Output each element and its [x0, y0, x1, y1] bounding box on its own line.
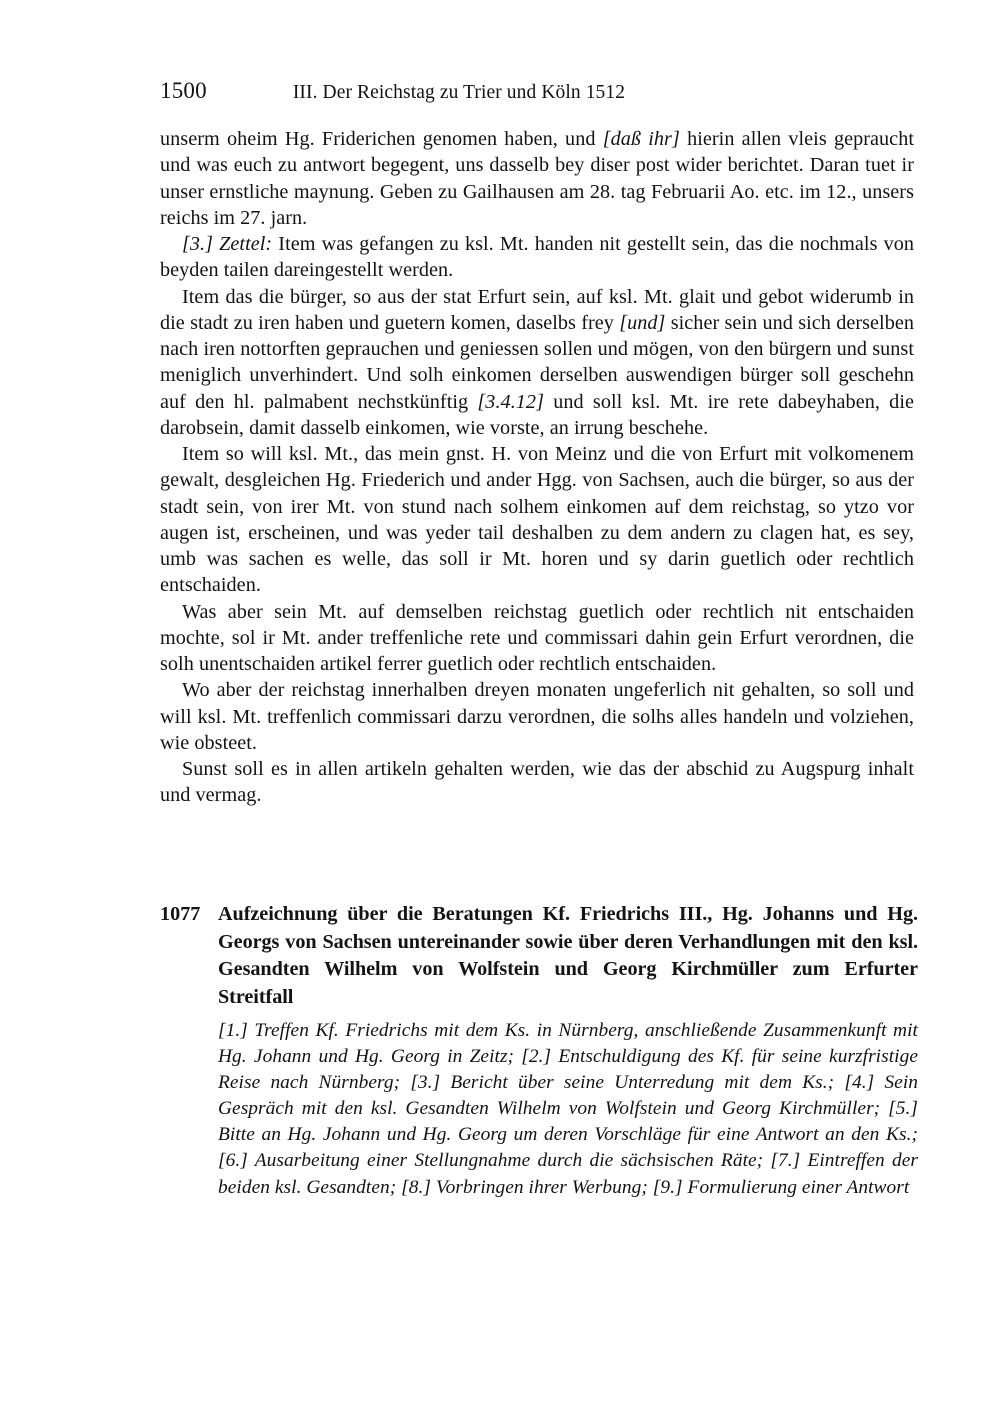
para-was-aber: Was aber sein Mt. auf demselben reichstag guetlich oder rechtlich nit entschaiden mochte, sol ir Mt. ander treffenliche rete und commissari dahin gein Erfurt verordnen, die solh unentschaiden artikel ferrer guetlich oder rechtlich entschaiden. — [160, 600, 914, 675]
page-number: 1500 — [160, 78, 207, 103]
para-unserm-oheim: unserm oheim Hg. Friderichen genomen haben, und [daß ihr] hierin allen vleis gepraucht und was euch zu antwort begegent, uns dasselb bey diser post wider berichtet. Daran tuet ir unser ernstliche maynung. Geben zu Gailhausen am 28. tag Februarii Ao. etc. im 12., unsers reichs im 27. jarn. — [160, 128, 914, 229]
entry-number: 1077 — [160, 903, 201, 925]
body-text-column — [160, 126, 914, 809]
entry-1077 — [160, 901, 918, 1011]
entry-title: Aufzeichnung über die Beratungen Kf. Friedrichs III., Hg. Johanns und Hg. Georgs von Sachsen untereinander sowie über deren Verhandlungen mit den ksl. Gesandten Wilhelm von Wolfstein und Georg Kirchmüller zum Erfurter Streitfall — [218, 903, 918, 1008]
para-item-burger: Item das die bürger, so aus der stat Erfurt sein, auf ksl. Mt. glait und gebot widerumb in die stadt zu iren haben und guetern komen, daselbs frey [und] sicher sein und sich derselben nach iren nottorften geprauchen und geniessen sollen und mögen, von den bürgern und sunst meniglich unverhindert. Und solh einkomen derselben auswendigen bürger soll geschehn auf den hl. palmabent nechstkünftig [3.4.12] und soll ksl. Mt. ire rete dabeyhaben, die darobsein, damit dasselb einkomen, wie vorste, an irrung beschehe. — [160, 285, 914, 439]
para-zettel: [3.] Zettel: Item was gefangen zu ksl. Mt. handen nit gestellt sein, das die nochmals von beyden tailen dareingestellt werden. — [160, 233, 914, 282]
running-head — [160, 78, 913, 104]
entry-heading — [160, 901, 918, 1011]
entry-summary — [218, 1018, 918, 1201]
para-item-so-will: Item so will ksl. Mt., das mein gnst. H. von Meinz und die von Erfurt mit volkomenem gewalt, desgleichen Hg. Friederich und ander Hgg. von Sachsen, auch die bürger, so aus der stadt sein, von irer Mt. von stund nach solhem einkomen auf dem reichstag, so ytzo vor augen ist, erscheinen, und was yeder tail deshalben zu dem andern zu clagen hat, es sey, umb was sachen es welle, das soll ir Mt. horen und sy darin guetlich oder rechtlich entschaiden. — [160, 443, 914, 597]
entry-summary-text: [1.] Treffen Kf. Friedrichs mit dem Ks. in Nürnberg, anschließende Zusammenkunft mit Hg. Johann und Hg. Georg in Zeitz; [2.] Entschuldigung des Kf. für seine kurzfristige Reise nach Nürnberg; [3.] Bericht über seine Unterredung mit dem Ks.; [4.] Sein Gespräch mit den ksl. Gesandten Wilhelm von Wolfstein und Georg Kirchmüller; [5.] Bitte an Hg. Johann und Hg. Georg um deren Vorschläge für eine Antwort an den Ks.; [6.] Ausarbeitung einer Stellungnahme durch die sächsischen Räte; [7.] Eintreffen der beiden ksl. Gesandten; [8.] Vorbringen ihrer Werbung; [9.] Formulierung einer Antwort — [218, 1020, 918, 1198]
running-head-title: III. Der Reichstag zu Trier und Köln 1512 — [292, 82, 626, 103]
para-wo-aber: Wo aber der reichstag innerhalben dreyen monaten ungeferlich nit gehalten, so soll und will ksl. Mt. treffenlich commissari darzu verordnen, die solhs alles handeln und volziehen, wie obsteet. — [160, 679, 914, 754]
para-sunst-soll: Sunst soll es in allen artikeln gehalten werden, wie das der abschid zu Augspurg inhalt und vermag. — [160, 758, 914, 807]
